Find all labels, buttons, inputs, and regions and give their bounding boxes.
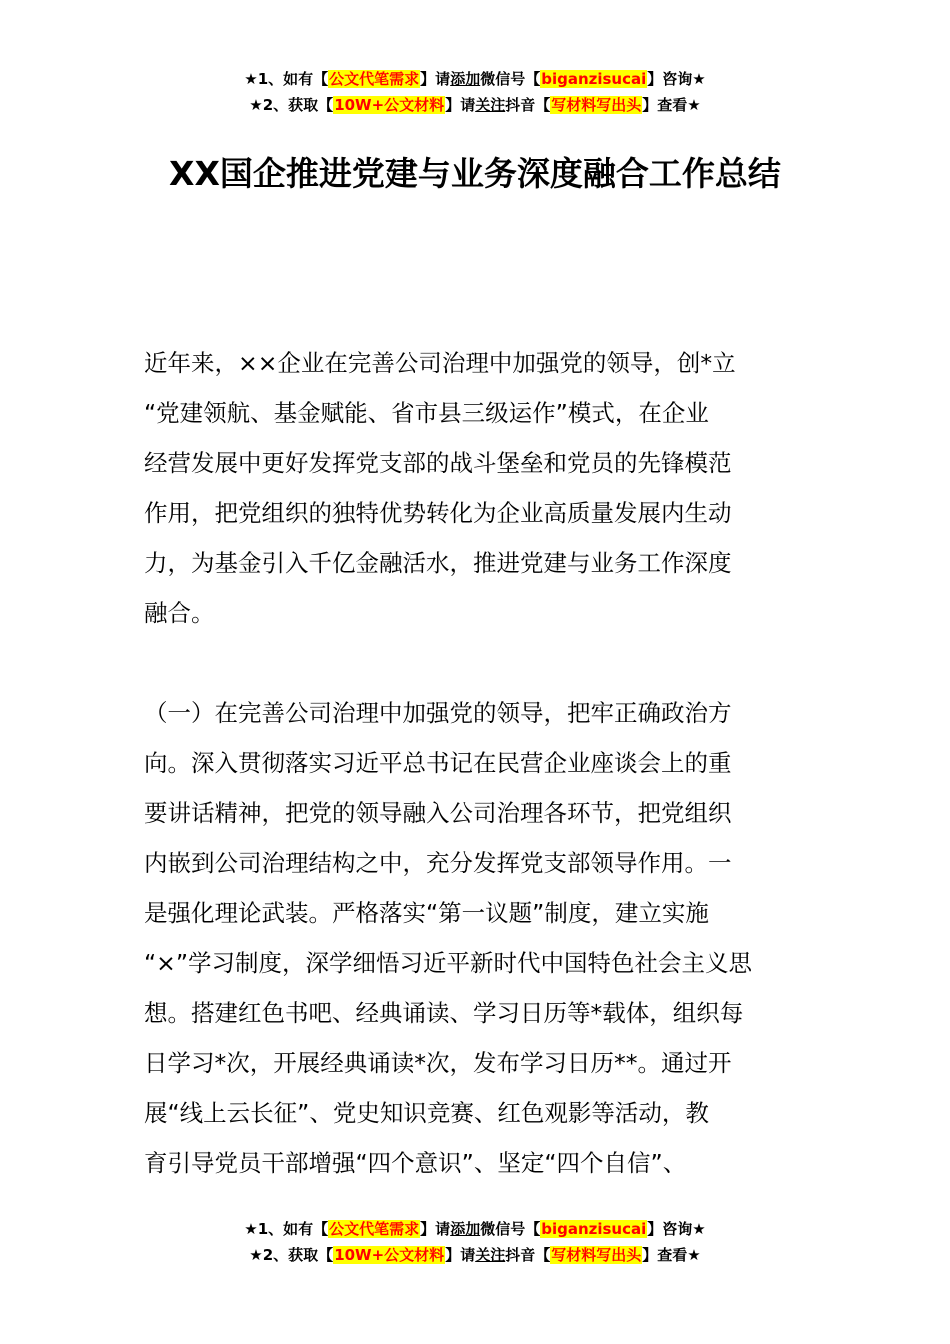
banner-line-1 <box>0 1216 950 1242</box>
banner-underlined-text: 关注 <box>475 96 506 114</box>
banner-highlight: 公文代笔需求 <box>329 1220 420 1238</box>
document-title: XX国企推进党建与业务深度融合工作总结 <box>169 154 781 193</box>
banner-text: 】查看★ <box>642 1246 701 1264</box>
banner-underlined-text: 添加 <box>450 1220 481 1238</box>
text-line: 向。深入贯彻落实习近平总书记在民营企业座谈会上的重 <box>144 749 732 777</box>
banner-highlight: 写材料写出头 <box>551 1246 642 1264</box>
banner-text: ★2、获取【 <box>249 1246 334 1264</box>
text-line: 日学习*次，开展经典诵读*次，发布学习日历**。通过开 <box>144 1049 732 1077</box>
banner-text: 】请 <box>420 70 451 88</box>
paragraph-intro <box>144 338 806 638</box>
banner-highlight: 10W+公文材料 <box>334 1246 445 1264</box>
banner-line-1 <box>0 66 950 92</box>
banner-text: ★1、如有【 <box>244 70 329 88</box>
banner-highlight: biganzisucai <box>541 1220 647 1238</box>
banner-line-2 <box>0 92 950 118</box>
banner-underlined-text: 添加 <box>450 70 481 88</box>
text-line: 作用，把党组织的独特优势转化为企业高质量发展内生动 <box>144 499 732 527</box>
text-line: 经营发展中更好发挥党支部的战斗堡垒和党员的先锋模范 <box>144 449 732 477</box>
banner-text: 】请 <box>445 96 476 114</box>
text-line: （一）在完善公司治理中加强党的领导，把牢正确政治方 <box>144 699 732 727</box>
banner-highlight: 写材料写出头 <box>551 96 642 114</box>
header-banner <box>0 66 950 118</box>
text-line: 近年来，××企业在完善公司治理中加强党的领导，创*立 <box>144 349 736 377</box>
paragraph-section-1 <box>144 688 806 1188</box>
banner-highlight: 公文代笔需求 <box>329 70 420 88</box>
banner-text: 】咨询★ <box>647 1220 706 1238</box>
banner-text: ★2、获取【 <box>249 96 334 114</box>
text-line: 想。搭建红色书吧、经典诵读、学习日历等*载体，组织每 <box>144 999 744 1027</box>
banner-text: 】请 <box>420 1220 451 1238</box>
banner-text: ★1、如有【 <box>244 1220 329 1238</box>
banner-highlight: biganzisucai <box>541 70 647 88</box>
footer-banner <box>0 1216 950 1268</box>
banner-underlined-text: 关注 <box>475 1246 506 1264</box>
banner-text: 微信号【 <box>480 70 541 88</box>
text-line: 内嵌到公司治理结构之中，充分发挥党支部领导作用。一 <box>144 849 732 877</box>
banner-text: 】请 <box>445 1246 476 1264</box>
text-line: “党建领航、基金赋能、省市县三级运作”模式，在企业 <box>144 399 709 427</box>
banner-text: 抖音【 <box>505 1246 551 1264</box>
text-line: 展“线上云长征”、党史知识竞赛、红色观影等活动，教 <box>144 1099 709 1127</box>
banner-text: 】查看★ <box>642 96 701 114</box>
text-line: 要讲话精神，把党的领导融入公司治理各环节，把党组织 <box>144 799 732 827</box>
banner-text: 抖音【 <box>505 96 551 114</box>
banner-text: 微信号【 <box>480 1220 541 1238</box>
text-line: 是强化理论武装。严格落实“第一议题”制度，建立实施 <box>144 899 709 927</box>
text-line: 融合。 <box>144 599 215 627</box>
banner-text: 】咨询★ <box>647 70 706 88</box>
text-line: “×”学习制度，深学细悟习近平新时代中国特色社会主义思 <box>144 949 753 977</box>
text-line: 育引导党员干部增强“四个意识”、坚定“四个自信”、 <box>144 1149 687 1177</box>
text-line: 力，为基金引入千亿金融活水，推进党建与业务工作深度 <box>144 549 732 577</box>
banner-line-2 <box>0 1242 950 1268</box>
banner-highlight: 10W+公文材料 <box>334 96 445 114</box>
